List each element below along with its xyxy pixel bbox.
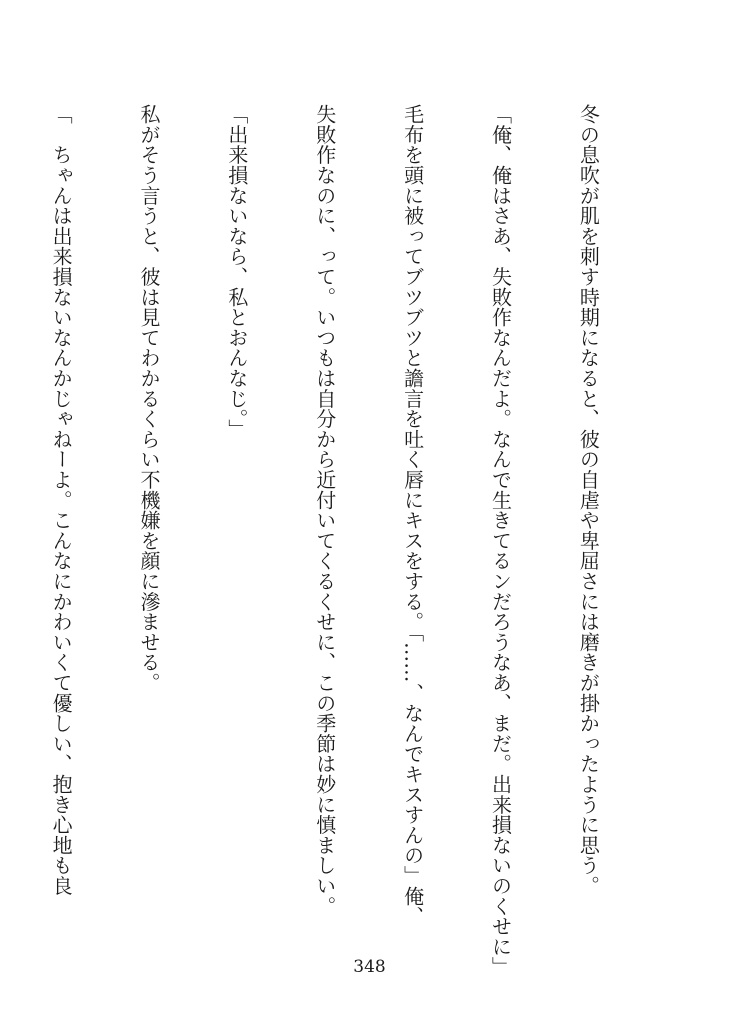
text-line: 私がそう言うと、彼は見てわかるくらい不機嫌を顔に滲ませる。 bbox=[136, 104, 161, 693]
text-line: 毛布を頭に被ってブツブツと譫言を吐く唇にキスをする。「……、なんでキスすんの」俺、 bbox=[400, 104, 425, 927]
text-line: 「俺、俺はさあ、失敗作なんだよ。なんで生きてるンだろうなあ、まだ。出来損ないのくせに」 bbox=[488, 104, 513, 977]
text-line: 「出来損ないなら、私とおんなじ。」 bbox=[224, 104, 249, 440]
text-line: 「 ちゃんは出来損ないなんかじゃねーよ。こんなにかわいくて優しい、抱き心地も良 bbox=[49, 104, 74, 896]
text-line: 冬の息吹が肌を刺す時期になると、彼の自虐や卑屈さには磨きが掛かったように思う。 bbox=[576, 104, 601, 896]
page-number: 348 bbox=[353, 957, 386, 977]
text-line: 失敗作なのに、って。いつもは自分から近付いてくるくせに、この季節は妙に慎ましい。 bbox=[312, 104, 337, 916]
